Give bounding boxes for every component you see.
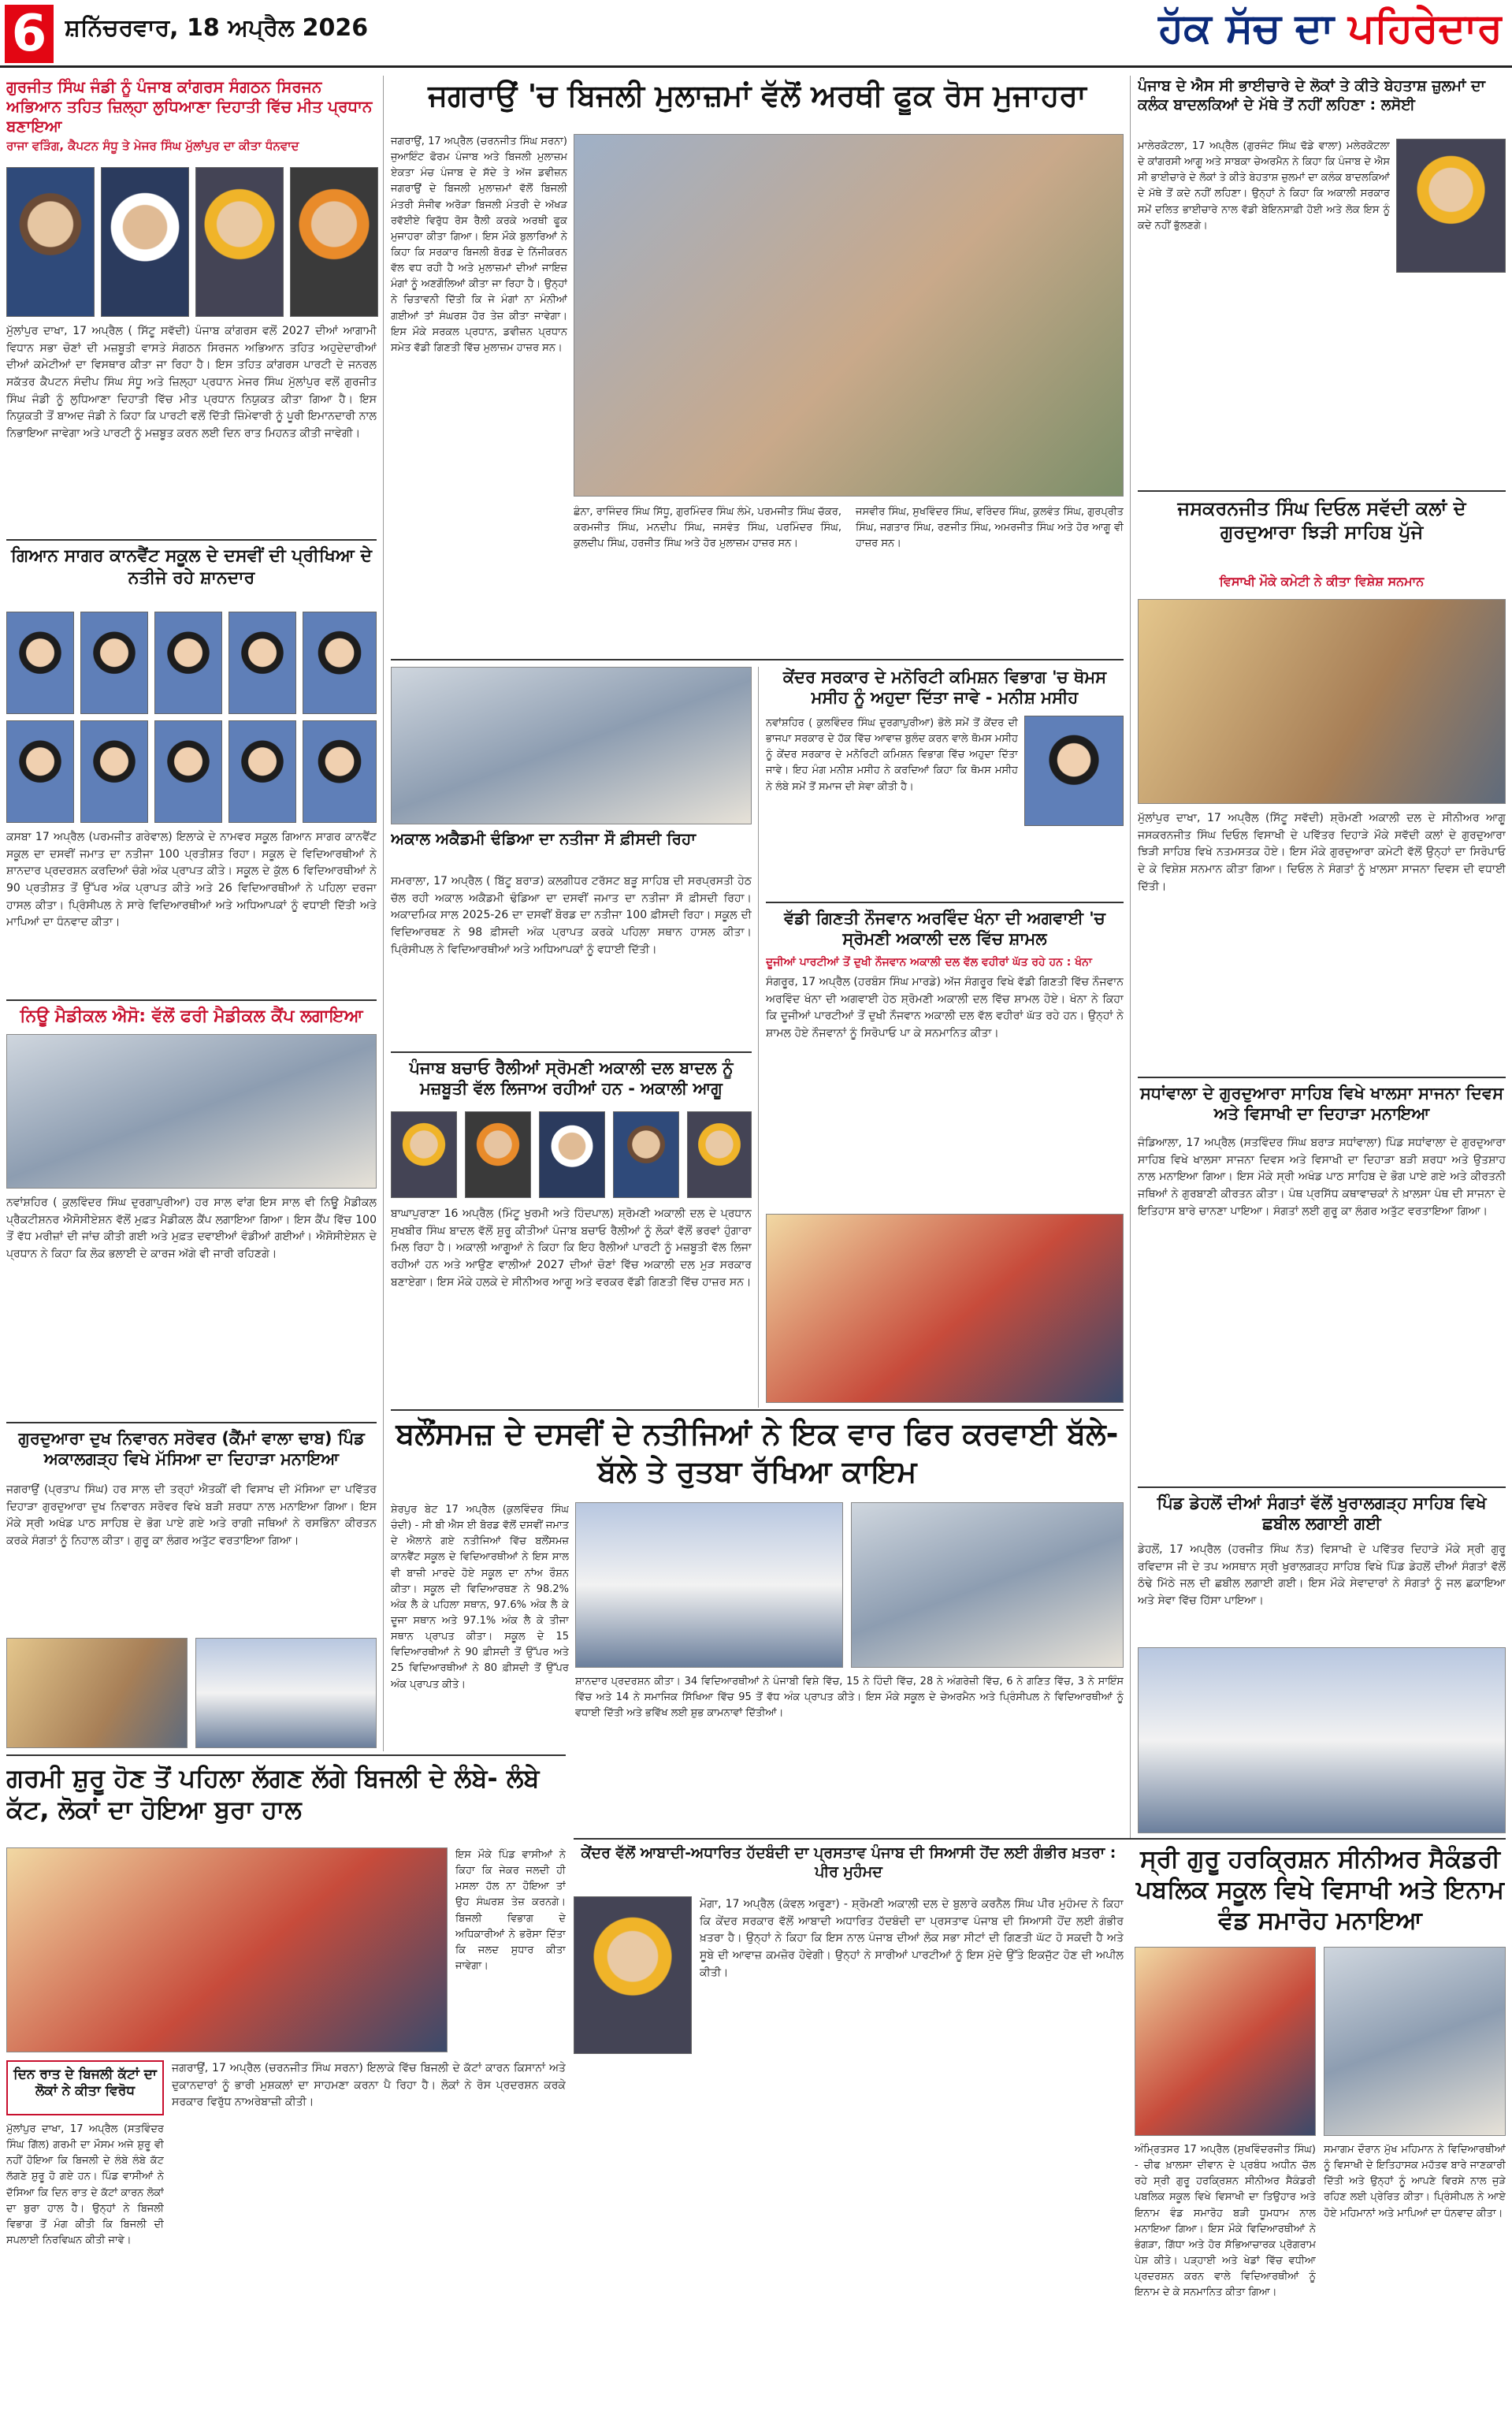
photo-student-8 — [154, 720, 222, 823]
story-school-body2: ਸਮਾਗਮ ਦੌਰਾਨ ਮੁੱਖ ਮਹਿਮਾਨ ਨੇ ਵਿਦਿਆਰਥੀਆਂ ਨੂੰ ਵਿਸਾਖੀ ਦੇ ਇਤਿਹਾਸਕ ਮਹੱਤਵ ਬਾਰੇ ਜਾਣਕਾਰੀ ਦਿੱਤੀ ਅਤੇ ਉਨ੍ਹਾਂ ਨੂੰ ਆਪਣੇ ਵਿਰਸੇ ਨਾਲ ਜੁੜੇ ਰਹਿਣ ਲਈ ਪ੍ਰੇਰਿਤ ਕੀਤਾ। ਪ੍ਰਿੰਸੀਪਲ ਨੇ ਆਏ ਹੋਏ ਮਹਿਮਾਨਾਂ ਅਤੇ ਮਾਪਿਆਂ ਦਾ ਧੰਨਵਾਦ ਕੀਤਾ। — [1324, 2144, 1506, 2219]
story-chhabeel-body: ਡੇਹਲੋਂ, 17 ਅਪ੍ਰੈਲ (ਹਰਜੀਤ ਸਿੰਘ ਨੱਤ) ਵਿਸਾਖੀ ਦੇ ਪਵਿੱਤਰ ਦਿਹਾੜੇ ਮੌਕੇ ਸ੍ਰੀ ਗੁਰੂ ਰਵਿਦਾਸ ਜੀ ਦੇ ਤਪ ਅਸਥਾਨ ਸ੍ਰੀ ਖੁਰਾਲਗੜ੍ਹ ਸਾਹਿਬ ਵਿਖੇ ਪਿੰਡ ਡੇਹਲੋਂ ਦੀਆਂ ਸੰਗਤਾਂ ਵੱਲੋਂ ਠੰਢੇ ਮਿੱਠੇ ਜਲ ਦੀ ਛਬੀਲ ਲਗਾਈ ਗਈ। ਇਸ ਮੌਕੇ ਸੇਵਾਦਾਰਾਂ ਨੇ ਸੰਗਤਾਂ ਨੂੰ ਜਲ ਛਕਾਇਆ ਅਤੇ ਸੇਵਾ ਵਿੱਚ ਹਿੱਸਾ ਪਾਇਆ। — [1138, 1543, 1506, 1608]
blossoms-body: ਸ਼ੇਰਪੁਰ ਬੇਟ 17 ਅਪ੍ਰੈਲ (ਕੁਲਵਿੰਦਰ ਸਿੰਘ ਚੰਦੀ) - ਸੀ ਬੀ ਐਸ ਈ ਬੋਰਡ ਵੱਲੋਂ ਦਸਵੀਂ ਜਮਾਤ ਦੇ ਐਲਾਨੇ ਗਏ ਨਤੀਜਿਆਂ ਵਿੱਚ ਬਲੌਂਸਮਜ਼ ਕਾਨਵੈਂਟ ਸਕੂਲ ਦੇ ਵਿਦਿਆਰਥੀਆਂ ਨੇ ਇਸ ਸਾਲ ਵੀ ਬਾਜ਼ੀ ਮਾਰਦੇ ਹੋਏ ਸਕੂਲ ਦਾ ਨਾਂਅ ਰੌਸ਼ਨ ਕੀਤਾ। ਸਕੂਲ ਦੀ ਵਿਦਿਆਰਥਣ ਨੇ 98.2% ਅੰਕ ਲੈ ਕੇ ਪਹਿਲਾ ਸਥਾਨ, 97.6% ਅੰਕ ਲੈ ਕੇ ਦੂਜਾ ਸਥਾਨ ਅਤੇ 97.1% ਅੰਕ ਲੈ ਕੇ ਤੀਜਾ ਸਥਾਨ ਪ੍ਰਾਪਤ ਕੀਤਾ। ਸਕੂਲ ਦੇ 15 ਵਿਦਿਆਰਥੀਆਂ ਨੇ 90 ਫ਼ੀਸਦੀ ਤੋਂ ਉੱਪਰ ਅਤੇ 25 ਵਿਦਿਆਰਥੀਆਂ ਨੇ 80 ਫ਼ੀਸਦੀ ਤੋਂ ਉੱਪਰ ਅੰਕ ਪ੍ਰਾਪਤ ਕੀਤੇ। — [391, 1504, 569, 1691]
photo-student-7 — [80, 720, 148, 823]
column-rule — [383, 76, 384, 1751]
main-story-body: ਜਗਰਾਉਂ, 17 ਅਪ੍ਰੈਲ (ਚਰਨਜੀਤ ਸਿੰਘ ਸਰਨਾ) ਜੁਆਇੰਟ ਫੋਰਮ ਪੰਜਾਬ ਅਤੇ ਬਿਜਲੀ ਮੁਲਾਜ਼ਮ ਏਕਤਾ ਮੰਚ ਪੰਜਾਬ ਦੇ ਸੱਦੇ ਤੇ ਅੱਜ ਡਵੀਜ਼ਨ ਜਗਰਾਉਂ ਦੇ ਬਿਜਲੀ ਮੁਲਾਜ਼ਮਾਂ ਵੱਲੋਂ ਬਿਜਲੀ ਮੰਤਰੀ ਸੰਜੀਵ ਅਰੋੜਾ ਬਿਜਲੀ ਮੰਤਰੀ ਦੇ ਅੱਖੜ ਰਵੱਈਏ ਵਿਰੁੱਧ ਰੋਸ ਰੈਲੀ ਕਰਕੇ ਅਰਥੀ ਫੂਕ ਮੁਜਾਹਰਾ ਕੀਤਾ ਗਿਆ। ਇਸ ਮੌਕੇ ਬੁਲਾਰਿਆਂ ਨੇ ਕਿਹਾ ਕਿ ਸਰਕਾਰ ਬਿਜਲੀ ਬੋਰਡ ਦੇ ਨਿੱਜੀਕਰਨ ਵੱਲ ਵਧ ਰਹੀ ਹੈ ਅਤੇ ਮੁਲਾਜ਼ਮਾਂ ਦੀਆਂ ਜਾਇਜ਼ ਮੰਗਾਂ ਨੂੰ ਅਣਗੌਲਿਆਂ ਕੀਤਾ ਜਾ ਰਿਹਾ ਹੈ। ਉਨ੍ਹਾਂ ਨੇ ਚਿਤਾਵਨੀ ਦਿੱਤੀ ਕਿ ਜੇ ਮੰਗਾਂ ਨਾ ਮੰਨੀਆਂ ਗਈਆਂ ਤਾਂ ਸੰਘਰਸ਼ ਹੋਰ ਤੇਜ਼ ਕੀਤਾ ਜਾਵੇਗਾ। ਇਸ ਮੌਕੇ ਸਰਕਲ ਪ੍ਰਧਾਨ, ਡਵੀਜ਼ਨ ਪ੍ਰਧਾਨ ਸਮੇਤ ਵੱਡੀ ਗਿਣਤੀ ਵਿੱਚ ਮੁਲਾਜ਼ਮ ਹਾਜ਼ਰ ਸਨ। — [391, 136, 567, 354]
photo-student-4 — [228, 612, 296, 714]
photo-electricity-protest — [574, 134, 1124, 497]
photo-student-10 — [303, 720, 377, 823]
brand-part1: ਹੱਕ ਸੱਚ ਦਾ — [1158, 5, 1334, 52]
main-story-caption-right: ਜਸਵੀਰ ਸਿੰਘ, ਸੁਖਵਿੰਦਰ ਸਿੰਘ, ਵਰਿੰਦਰ ਸਿੰਘ, ਕੁਲਵੰਤ ਸਿੰਘ, ਗੁਰਪ੍ਰੀਤ ਸਿੰਘ, ਜਗਤਾਰ ਸਿੰਘ, ਰਣਜੀਤ ਸਿੰਘ, ਅਮਰਜੀਤ ਸਿੰਘ ਅਤੇ ਹੋਰ ਆਗੂ ਵੀ ਹਾਜ਼ਰ ਸਨ। — [856, 506, 1124, 550]
delimitation-body: ਮੋਗਾ, 17 ਅਪ੍ਰੈਲ (ਕੰਵਲ ਅਰੂਣਾ) - ਸ਼੍ਰੋਮਣੀ ਅਕਾਲੀ ਦਲ ਦੇ ਬੁਲਾਰੇ ਕਰਨੈਲ ਸਿੰਘ ਪੀਰ ਮੁਹੰਮਦ ਨੇ ਕਿਹਾ ਕਿ ਕੇਂਦਰ ਸਰਕਾਰ ਵੱਲੋਂ ਆਬਾਦੀ ਅਧਾਰਿਤ ਹੱਦਬੰਦੀ ਦਾ ਪ੍ਰਸਤਾਵ ਪੰਜਾਬ ਦੀ ਸਿਆਸੀ ਹੋਂਦ ਲਈ ਗੰਭੀਰ ਖ਼ਤਰਾ ਹੈ। ਉਨ੍ਹਾਂ ਨੇ ਕਿਹਾ ਕਿ ਇਸ ਨਾਲ ਪੰਜਾਬ ਦੀਆਂ ਲੋਕ ਸਭਾ ਸੀਟਾਂ ਦੀ ਗਿਣਤੀ ਘੱਟ ਹੋ ਸਕਦੀ ਹੈ ਅਤੇ ਸੂਬੇ ਦੀ ਆਵਾਜ਼ ਕਮਜ਼ੋਰ ਹੋਵੇਗੀ। ਉਨ੍ਹਾਂ ਨੇ ਸਾਰੀਆਂ ਪਾਰਟੀਆਂ ਨੂੰ ਇਸ ਮੁੱਦੇ ਉੱਤੇ ਇਕਜੁੱਟ ਹੋਣ ਦੀ ਅਪੀਲ ਕੀਤੀ। — [700, 1898, 1124, 1979]
divider — [1138, 490, 1506, 492]
photo-student-2 — [80, 612, 148, 714]
story4-headline: ਗੁਰਦੁਆਰਾ ਦੁਖ ਨਿਵਾਰਨ ਸਰੋਵਰ (ਕੈਂਮਾਂ ਵਾਲਾ ਢਾਬ) ਪਿੰਡ ਅਕਾਲਗੜ੍ਹ ਵਿਖੇ ਮੱਸਿਆ ਦਾ ਦਿਹਾੜਾ ਮਨਾਇਆ — [18, 1429, 365, 1469]
story5-body: ਮੁੱਲਾਂਪੁਰ ਦਾਖਾ, 17 ਅਪ੍ਰੈਲ (ਸਤਵਿੰਦਰ ਸਿੰਘ ਗਿੱਲ) ਗਰਮੀ ਦਾ ਮੌਸਮ ਅਜੇ ਸ਼ੁਰੂ ਵੀ ਨਹੀਂ ਹੋਇਆ ਕਿ ਬਿਜਲੀ ਦੇ ਲੰਬੇ ਲੰਬੇ ਕੱਟ ਲੱਗਣੇ ਸ਼ੁਰੂ ਹੋ ਗਏ ਹਨ। ਪਿੰਡ ਵਾਸੀਆਂ ਨੇ ਦੱਸਿਆ ਕਿ ਦਿਨ ਰਾਤ ਦੇ ਕੱਟਾਂ ਕਾਰਨ ਲੋਕਾਂ ਦਾ ਬੁਰਾ ਹਾਲ ਹੈ। ਉਨ੍ਹਾਂ ਨੇ ਬਿਜਲੀ ਵਿਭਾਗ ਤੋਂ ਮੰਗ ਕੀਤੀ ਕਿ ਬਿਜਲੀ ਦੀ ਸਪਲਾਈ ਨਿਰਵਿਘਨ ਕੀਤੀ ਜਾਵੇ। — [6, 2123, 164, 2246]
story-minority-headline: ਕੇਂਦਰ ਸਰਕਾਰ ਦੇ ਮਨੋਰਿਟੀ ਕਮਿਸ਼ਨ ਵਿਭਾਗ 'ਚ ਥੋਮਸ ਮਸੀਹ ਨੂੰ ਅਹੁਦਾ ਦਿੱਤਾ ਜਾਵੇ - ਮਨੀਸ਼ ਮਸੀਹ — [782, 668, 1107, 708]
blossoms-body2: ਸ਼ਾਨਦਾਰ ਪ੍ਰਦਰਸ਼ਨ ਕੀਤਾ। 34 ਵਿਦਿਆਰਥੀਆਂ ਨੇ ਪੰਜਾਬੀ ਵਿਸ਼ੇ ਵਿੱਚ, 15 ਨੇ ਹਿੰਦੀ ਵਿੱਚ, 28 ਨੇ ਅੰਗਰੇਜ਼ੀ ਵਿੱਚ, 6 ਨੇ ਗਣਿਤ ਵਿੱਚ, 3 ਨੇ ਸਾਇੰਸ ਵਿੱਚ ਅਤੇ 14 ਨੇ ਸਮਾਜਿਕ ਸਿੱਖਿਆ ਵਿੱਚ 95 ਤੋਂ ਵੱਧ ਅੰਕ ਪ੍ਰਾਪਤ ਕੀਤੇ। ਇਸ ਮੌਕੇ ਸਕੂਲ ਦੇ ਚੇਅਰਮੈਨ ਅਤੇ ਪ੍ਰਿੰਸੀਪਲ ਨੇ ਵਿਦਿਆਰਥੀਆਂ ਨੂੰ ਵਧਾਈ ਦਿੱਤੀ ਅਤੇ ਭਵਿੱਖ ਲਈ ਸ਼ੁਭ ਕਾਮਨਾਵਾਂ ਦਿੱਤੀਆਂ। — [575, 1676, 1124, 1720]
divider — [766, 902, 1124, 903]
photo-chhabeel — [1138, 1647, 1506, 1833]
divider — [1138, 1077, 1506, 1078]
brand-part2: ਪਹਿਰੇਦਾਰ — [1348, 5, 1503, 52]
column-rule — [1130, 76, 1131, 1838]
photo-gurdwara-left — [6, 1638, 188, 1748]
divider — [391, 659, 1124, 660]
story-sadhanwala-headline: ਸਧਾਂਵਾਲਾ ਦੇ ਗੁਰਦੁਆਰਾ ਸਾਹਿਬ ਵਿਖੇ ਖਾਲਸਾ ਸਾਜਨਾ ਦਿਵਸ ਅਤੇ ਵਿਸਾਖੀ ਦਾ ਦਿਹਾੜਾ ਮਨਾਇਆ — [1139, 1084, 1504, 1124]
story-sadhanwala-body: ਜੰਡਿਆਲਾ, 17 ਅਪ੍ਰੈਲ (ਸਤਵਿੰਦਰ ਸਿੰਘ ਬਰਾੜ ਸਧਾਂਵਾਲਾ) ਪਿੰਡ ਸਧਾਂਵਾਲਾ ਦੇ ਗੁਰਦੁਆਰਾ ਸਾਹਿਬ ਵਿਖੇ ਖਾਲਸਾ ਸਾਜਨਾ ਦਿਵਸ ਅਤੇ ਵਿਸਾਖੀ ਦਾ ਦਿਹਾੜਾ ਬੜੀ ਸ਼ਰਧਾ ਅਤੇ ਉਤਸ਼ਾਹ ਨਾਲ ਮਨਾਇਆ ਗਿਆ। ਇਸ ਮੌਕੇ ਸ੍ਰੀ ਅਖੰਡ ਪਾਠ ਸਾਹਿਬ ਦੇ ਭੋਗ ਪਾਏ ਗਏ ਅਤੇ ਕੀਰਤਨੀ ਜਥਿਆਂ ਨੇ ਗੁਰਬਾਣੀ ਕੀਰਤਨ ਕੀਤਾ। ਪੰਥ ਪ੍ਰਸਿੱਧ ਕਥਾਵਾਚਕਾਂ ਨੇ ਖ਼ਾਲਸਾ ਪੰਥ ਦੀ ਸਾਜਨਾ ਦੇ ਇਤਿਹਾਸ ਬਾਰੇ ਚਾਨਣਾ ਪਾਇਆ। ਸੰਗਤਾਂ ਲਈ ਗੁਰੂ ਕਾ ਲੰਗਰ ਅਤੁੱਟ ਵਰਤਾਇਆ ਗਿਆ। — [1138, 1137, 1506, 1218]
divider — [391, 1051, 752, 1053]
divider — [936, 1838, 1506, 1840]
story-youth-body: ਸੰਗਰੂਰ, 17 ਅਪ੍ਰੈਲ (ਹਰਬੰਸ ਸਿੰਘ ਮਾਰਡੇ) ਅੱਜ ਸੰਗਰੂਰ ਵਿਖੇ ਵੱਡੀ ਗਿਣਤੀ ਵਿੱਚ ਨੌਜਵਾਨ ਅਰਵਿੰਦ ਖੰਨਾ ਦੀ ਅਗਵਾਈ ਹੇਠ ਸ਼੍ਰੋਮਣੀ ਅਕਾਲੀ ਦਲ ਵਿੱਚ ਸ਼ਾਮਲ ਹੋਏ। ਖੰਨਾ ਨੇ ਕਿਹਾ ਕਿ ਦੂਜੀਆਂ ਪਾਰਟੀਆਂ ਤੋਂ ਦੁਖੀ ਨੌਜਵਾਨ ਅਕਾਲੀ ਦਲ ਵੱਲ ਵਹੀਰਾਂ ਘੱਤ ਰਹੇ ਹਨ। ਉਨ੍ਹਾਂ ਨੇ ਸ਼ਾਮਲ ਹੋਏ ਨੌਜਵਾਨਾਂ ਨੂੰ ਸਿਰੋਪਾਓ ਪਾ ਕੇ ਸਨਮਾਨਿਤ ਕੀਤਾ। — [766, 976, 1124, 1040]
newspaper-logo — [1093, 5, 1503, 65]
story-minority-body: ਨਵਾਂਸ਼ਹਿਰ ( ਕੁਲਵਿੰਦਰ ਸਿੰਘ ਦੁਰਗਾਪੁਰੀਆ) ਭੋਲੇ ਸਮੇਂ ਤੋਂ ਕੇਂਦਰ ਦੀ ਭਾਜਪਾ ਸਰਕਾਰ ਦੇ ਹੱਕ ਵਿੱਚ ਆਵਾਜ਼ ਬੁਲੰਦ ਕਰਨ ਵਾਲੇ ਥੋਮਸ ਮਸੀਹ ਨੂੰ ਕੇਂਦਰ ਸਰਕਾਰ ਦੇ ਮਨੋਰਿਟੀ ਕਮਿਸ਼ਨ ਵਿਭਾਗ ਵਿੱਚ ਅਹੁਦਾ ਦਿੱਤਾ ਜਾਵੇ। ਇਹ ਮੰਗ ਮਨੀਸ਼ ਮਸੀਹ ਨੇ ਕਰਦਿਆਂ ਕਿਹਾ ਕਿ ਥੋਮਸ ਮਸੀਹ ਨੇ ਲੰਬੇ ਸਮੇਂ ਤੋਂ ਸਮਾਜ ਦੀ ਸੇਵਾ ਕੀਤੀ ਹੈ। — [766, 717, 1018, 793]
story5-boxed-title: ਦਿਨ ਰਾਤ ਦੇ ਬਿਜਲੀ ਕੱਟਾਂ ਦਾ ਲੋਕਾਂ ਨੇ ਕੀਤਾ ਵਿਰੋਧ — [6, 2060, 164, 2115]
photo-gurdwara-jhiri-sahib — [1138, 599, 1506, 804]
story1-subheadline: ਰਾਜਾ ਵੜਿੰਗ, ਕੈਪਟਨ ਸੰਧੂ ਤੇ ਮੇਜਰ ਸਿੰਘ ਮੁੱਲਾਂਪੁਰ ਦਾ ਕੀਤਾ ਧੰਨਵਾਦ — [6, 139, 299, 153]
story5-headline: ਗਰਮੀ ਸ਼ੁਰੂ ਹੋਣ ਤੋਂ ਪਹਿਲਾ ਲੱਗਣ ਲੱਗੇ ਬਿਜਲੀ ਦੇ ਲੰਬੇ- ਲੰਬੇ ਕੱਟ, ਲੋਕਾਂ ਦਾ ਹੋਇਆ ਬੁਰਾ ਹਾਲ — [6, 1763, 540, 1825]
photo-youth-joining — [766, 1214, 1124, 1403]
story2-headline: ਗਿਆਨ ਸਾਗਰ ਕਾਨਵੈਂਟ ਸਕੂਲ ਦੇ ਦਸਵੀਂ ਦੀ ਪ੍ਰੀਖਿਆ ਦੇ ਨਤੀਜੇ ਰਹੇ ਸ਼ਾਨਦਾਰ — [10, 546, 373, 588]
story2-body: ਕਸਬਾ 17 ਅਪ੍ਰੈਲ (ਪਰਮਜੀਤ ਗਰੇਵਾਲ) ਇਲਾਕੇ ਦੇ ਨਾਮਵਰ ਸਕੂਲ ਗਿਆਨ ਸਾਗਰ ਕਾਨਵੈਂਟ ਸਕੂਲ ਦਾ ਦਸਵੀਂ ਜਮਾਤ ਦਾ ਨਤੀਜਾ 100 ਪ੍ਰਤੀਸ਼ਤ ਰਿਹਾ। ਸਕੂਲ ਦੇ ਵਿਦਿਆਰਥੀਆਂ ਨੇ ਸ਼ਾਨਦਾਰ ਪ੍ਰਦਰਸ਼ਨ ਕਰਦਿਆਂ ਚੰਗੇ ਅੰਕ ਪ੍ਰਾਪਤ ਕੀਤੇ। ਸਕੂਲ ਦੇ ਕੁੱਲ 6 ਵਿਦਿਆਰਥੀਆਂ ਨੇ 90 ਪ੍ਰਤੀਸ਼ਤ ਤੋਂ ਉੱਪਰ ਅੰਕ ਪ੍ਰਾਪਤ ਕੀਤੇ ਅਤੇ 26 ਵਿਦਿਆਰਥੀਆਂ ਨੇ ਪਹਿਲਾ ਦਰਜਾ ਹਾਸਲ ਕੀਤਾ। ਪ੍ਰਿੰਸੀਪਲ ਨੇ ਸਾਰੇ ਵਿਦਿਆਰਥੀਆਂ ਅਤੇ ਅਧਿਆਪਕਾਂ ਨੂੰ ਵਧਾਈ ਦਿੱਤੀ ਅਤੇ ਮਾਪਿਆਂ ਦਾ ਧੰਨਵਾਦ ਕੀਤਾ। — [6, 831, 377, 929]
photo-leader-5 — [687, 1111, 752, 1198]
photo-school-2 — [1324, 1947, 1506, 2136]
story1-body: ਮੁੱਲਾਂਪੁਰ ਦਾਖਾ, 17 ਅਪ੍ਰੈਲ ( ਸਿੱਟੂ ਸਵੱਦੀ) ਪੰਜਾਬ ਕਾਂਗਰਸ ਵਲੋਂ 2027 ਦੀਆਂ ਆਗਾਮੀ ਵਿਧਾਨ ਸਭਾ ਚੋਣਾਂ ਦੀ ਮਜ਼ਬੂਤੀ ਵਾਸਤੇ ਸੰਗਠਨ ਸਿਰਜਨ ਅਭਿਆਨ ਤਹਿਤ ਅਹੁਦੇਦਾਰੀਆਂ ਦੀਆਂ ਕਮੇਟੀਆਂ ਦਾ ਵਿਸਥਾਰ ਕੀਤਾ ਜਾ ਰਿਹਾ ਹੈ। ਇਸ ਤਹਿਤ ਕਾਂਗਰਸ ਪਾਰਟੀ ਦੇ ਜਨਰਲ ਸਕੱਤਰ ਕੈਪਟਨ ਸੰਦੀਪ ਸਿੰਘ ਸੰਧੂ ਅਤੇ ਜ਼ਿਲ੍ਹਾ ਪ੍ਰਧਾਨ ਮੇਜਰ ਸਿੰਘ ਮੁੱਲਾਂਪੁਰ ਵਲੋਂ ਗੁਰਜੀਤ ਸਿੰਘ ਜੰਡੀ ਨੂੰ ਲੁਧਿਆਣਾ ਦਿਹਾਤੀ ਵਿੱਚ ਮੀਤ ਪ੍ਰਧਾਨ ਨਿਯੁਕਤ ਕੀਤਾ ਗਿਆ ਹੈ। ਇਸ ਨਿਯੁਕਤੀ ਤੋਂ ਬਾਅਦ ਜੰਡੀ ਨੇ ਕਿਹਾ ਕਿ ਪਾਰਟੀ ਵਲੋਂ ਦਿੱਤੀ ਜ਼ਿੰਮੇਵਾਰੀ ਨੂੰ ਪੂਰੀ ਇਮਾਨਦਾਰੀ ਨਾਲ ਨਿਭਾਇਆ ਜਾਵੇਗਾ ਅਤੇ ਪਾਰਟੀ ਨੂੰ ਮਜ਼ਬੂਤ ਕਰਨ ਲਈ ਦਿਨ ਰਾਤ ਮਿਹਨਤ ਕੀਤੀ ਜਾਵੇਗੀ। — [6, 325, 377, 441]
photo-portrait-2 — [101, 167, 189, 317]
story-deol-subheadline: ਵਿਸਾਖੀ ਮੌਕੇ ਕਮੇਟੀ ਨੇ ਕੀਤਾ ਵਿਸ਼ੇਸ਼ ਸਨਮਾਨ — [1219, 574, 1425, 589]
photo-leader-2 — [465, 1111, 531, 1198]
story-rally-headline: ਪੰਜਾਬ ਬਚਾਓ ਰੈਲੀਆਂ ਸ੍ਰੋਮਣੀ ਅਕਾਲੀ ਦਲ ਬਾਦਲ ਨੂੰ ਮਜ਼ਬੂਤੀ ਵੱਲ ਲਿਜਾਅ ਰਹੀਆਂ ਹਨ - ਅਕਾਲੀ ਆਗੂ — [409, 1059, 734, 1099]
story-youth-headline: ਵੱਡੀ ਗਿਣਤੀ ਨੌਜਵਾਨ ਅਰਵਿੰਦ ਖੰਨਾ ਦੀ ਅਗਵਾਈ 'ਚ ਸ੍ਰੋਮਣੀ ਅਕਾਲੀ ਦਲ ਵਿੱਚ ਸ਼ਾਮਲ — [784, 909, 1105, 949]
photo-leader-3 — [539, 1111, 605, 1198]
story-school-body: ਅੰਮ੍ਰਿਤਸਰ 17 ਅਪ੍ਰੈਲ (ਸੁਖਵਿੰਦਰਜੀਤ ਸਿੰਘ) - ਚੀਫ ਖ਼ਾਲਸਾ ਦੀਵਾਨ ਦੇ ਪ੍ਰਬੰਧ ਅਧੀਨ ਚੱਲ ਰਹੇ ਸ੍ਰੀ ਗੁਰੂ ਹਰਕ੍ਰਿਸ਼ਨ ਸੀਨੀਅਰ ਸੈਕੰਡਰੀ ਪਬਲਿਕ ਸਕੂਲ ਵਿਖੇ ਵਿਸਾਖੀ ਦਾ ਤਿਉਹਾਰ ਅਤੇ ਇਨਾਮ ਵੰਡ ਸਮਾਰੋਹ ਬੜੀ ਧੂਮਧਾਮ ਨਾਲ ਮਨਾਇਆ ਗਿਆ। ਇਸ ਮੌਕੇ ਵਿਦਿਆਰਥੀਆਂ ਨੇ ਭੰਗੜਾ, ਗਿੱਧਾ ਅਤੇ ਹੋਰ ਸੱਭਿਆਚਾਰਕ ਪ੍ਰੋਗਰਾਮ ਪੇਸ਼ ਕੀਤੇ। ਪੜ੍ਹਾਈ ਅਤੇ ਖੇਡਾਂ ਵਿੱਚ ਵਧੀਆ ਪ੍ਰਦਰਸ਼ਨ ਕਰਨ ਵਾਲੇ ਵਿਦਿਆਰਥੀਆਂ ਨੂੰ ਇਨਾਮ ਦੇ ਕੇ ਸਨਮਾਨਿਤ ਕੀਤਾ ਗਿਆ। — [1135, 2144, 1316, 2299]
story-deol-body: ਮੁੱਲਾਂਪੁਰ ਦਾਖਾ, 17 ਅਪ੍ਰੈਲ (ਸਿੱਟੂ ਸਵੱਦੀ) ਸ਼੍ਰੋਮਣੀ ਅਕਾਲੀ ਦਲ ਦੇ ਸੀਨੀਅਰ ਆਗੂ ਜਸਕਰਨਜੀਤ ਸਿੰਘ ਦਿਓਲ ਵਿਸਾਖੀ ਦੇ ਪਵਿੱਤਰ ਦਿਹਾੜੇ ਮੌਕੇ ਸਵੱਦੀ ਕਲਾਂ ਦੇ ਗੁਰਦੁਆਰਾ ਝਿੜੀ ਸਾਹਿਬ ਵਿਖੇ ਨਤਮਸਤਕ ਹੋਏ। ਇਸ ਮੌਕੇ ਗੁਰਦੁਆਰਾ ਕਮੇਟੀ ਵੱਲੋਂ ਉਨ੍ਹਾਂ ਦਾ ਸਿਰੋਪਾਓ ਦੇ ਕੇ ਵਿਸ਼ੇਸ਼ ਸਨਮਾਨ ਕੀਤਾ ਗਿਆ। ਦਿਓਲ ਨੇ ਸੰਗਤਾਂ ਨੂੰ ਖ਼ਾਲਸਾ ਸਾਜਨਾ ਦਿਵਸ ਦੀ ਵਧਾਈ ਦਿੱਤੀ। — [1138, 812, 1506, 893]
story-youth-subheadline: ਦੂਜੀਆਂ ਪਾਰਟੀਆਂ ਤੋਂ ਦੁਖੀ ਨੌਜਵਾਨ ਅਕਾਲੀ ਦਲ ਵੱਲ ਵਹੀਰਾਂ ਘੱਤ ਰਹੇ ਹਨ : ਖੰਨਾ — [766, 956, 1092, 969]
column-rule — [758, 667, 759, 1408]
story-akal-body: ਸਮਰਾਲਾ, 17 ਅਪ੍ਰੈਲ ( ਬਿੱਟੂ ਬਰਾੜ) ਕਲਗੀਧਰ ਟਰੱਸਟ ਬੜੂ ਸਾਹਿਬ ਦੀ ਸਰਪ੍ਰਸਤੀ ਹੇਠ ਚੱਲ ਰਹੀ ਅਕਾਲ ਅਕੈਡਮੀ ਢੰਡਿਆ ਦਾ ਦਸਵੀਂ ਜਮਾਤ ਦਾ ਨਤੀਜਾ ਸੌ ਫ਼ੀਸਦੀ ਰਿਹਾ। ਅਕਾਦਮਿਕ ਸਾਲ 2025-26 ਦਾ ਦਸਵੀਂ ਬੋਰਡ ਦਾ ਨਤੀਜਾ 100 ਫ਼ੀਸਦੀ ਰਿਹਾ। ਸਕੂਲ ਦੀ ਵਿਦਿਆਰਥਣ ਨੇ 98 ਫ਼ੀਸਦੀ ਅੰਕ ਪ੍ਰਾਪਤ ਕਰਕੇ ਪਹਿਲਾ ਸਥਾਨ ਹਾਸਲ ਕੀਤਾ। ਪ੍ਰਿੰਸੀਪਲ ਨੇ ਵਿਦਿਆਰਥੀਆਂ ਅਤੇ ਅਧਿਆਪਕਾਂ ਨੂੰ ਵਧਾਈ ਦਿੱਤੀ। — [391, 875, 752, 956]
photo-student-1 — [6, 612, 74, 714]
story-sc-body: ਮਾਲੇਰਕੋਟਲਾ, 17 ਅਪ੍ਰੈਲ (ਗੁਰਜੰਟ ਸਿੰਘ ਢੱਡੇ ਵਾਲਾ) ਮਲੇਰਕੋਟਲਾ ਦੇ ਕਾਂਗਰਸੀ ਆਗੂ ਅਤੇ ਸਾਬਕਾ ਚੇਅਰਮੈਨ ਨੇ ਕਿਹਾ ਕਿ ਪੰਜਾਬ ਦੇ ਐਸ ਸੀ ਭਾਈਚਾਰੇ ਦੇ ਲੋਕਾਂ ਤੇ ਕੀਤੇ ਬੇਹਤਾਸ਼ ਜ਼ੁਲਮਾਂ ਦਾ ਕਲੰਕ ਬਾਦਲਕਿਆਂ ਦੇ ਮੱਥੇ ਤੋਂ ਕਦੇ ਨਹੀਂ ਲਹਿਣਾ। ਉਨ੍ਹਾਂ ਨੇ ਕਿਹਾ ਕਿ ਅਕਾਲੀ ਸਰਕਾਰ ਸਮੇਂ ਦਲਿਤ ਭਾਈਚਾਰੇ ਨਾਲ ਵੱਡੀ ਬੇਇਨਸਾਫ਼ੀ ਹੋਈ ਅਤੇ ਲੋਕ ਇਸ ਨੂੰ ਕਦੇ ਨਹੀਂ ਭੁੱਲਣਗੇ। — [1138, 140, 1390, 232]
delimitation-headline: ਕੇਂਦਰ ਵੱਲੋਂ ਆਬਾਦੀ-ਅਧਾਰਿਤ ਹੱਦਬੰਦੀ ਦਾ ਪ੍ਰਸਤਾਵ ਪੰਜਾਬ ਦੀ ਸਿਆਸੀ ਹੋਂਦ ਲਈ ਗੰਭੀਰ ਖ਼ਤਰਾ : ਪੀਰ ਮੁਹੰਮਦ — [581, 1844, 1116, 1881]
blossoms-headline: ਬਲੌਂਸਮਜ਼ ਦੇ ਦਸਵੀਂ ਦੇ ਨਤੀਜਿਆਂ ਨੇ ਇਕ ਵਾਰ ਫਿਰ ਕਰਵਾਈ ਬੱਲੇ-ਬੱਲੇ ਤੇ ਰੁਤਬਾ ਰੱਖਿਆ ਕਾਇਮ — [396, 1416, 1119, 1489]
story-deol-headline: ਜਸਕਰਨਜੀਤ ਸਿੰਘ ਦਿਓਲ ਸਵੱਦੀ ਕਲਾਂ ਦੇ ਗੁਰਦੁਆਰਾ ਝਿੜੀ ਸਾਹਿਬ ਪੁੱਜੇ — [1177, 497, 1466, 543]
masthead — [0, 0, 1512, 68]
story-sc-headline: ਪੰਜਾਬ ਦੇ ਐਸ ਸੀ ਭਾਈਚਾਰੇ ਦੇ ਲੋਕਾਂ ਤੇ ਕੀਤੇ ਬੇਹਤਾਸ਼ ਜ਼ੁਲਮਾਂ ਦਾ ਕਲੰਕ ਬਾਦਲਕਿਆਂ ਦੇ ਮੱਥੇ ਤੋਂ ਨਹੀਂ ਲਹਿਣਾ : ਲਸੋਈ — [1138, 77, 1485, 113]
photo-student-3 — [154, 612, 222, 714]
photo-blossoms-2 — [851, 1502, 1124, 1668]
photo-student-6 — [6, 720, 74, 823]
story5-body3: ਇਸ ਮੌਕੇ ਪਿੰਡ ਵਾਸੀਆਂ ਨੇ ਕਿਹਾ ਕਿ ਜੇਕਰ ਜਲਦੀ ਹੀ ਮਸਲਾ ਹੱਲ ਨਾ ਹੋਇਆ ਤਾਂ ਉਹ ਸੰਘਰਸ਼ ਤੇਜ਼ ਕਰਨਗੇ। ਬਿਜਲੀ ਵਿਭਾਗ ਦੇ ਅਧਿਕਾਰੀਆਂ ਨੇ ਭਰੋਸਾ ਦਿੱਤਾ ਕਿ ਜਲਦ ਸੁਧਾਰ ਕੀਤਾ ਜਾਵੇਗਾ। — [455, 1849, 566, 1972]
issue-date: ਸ਼ਨਿੱਚਰਵਾਰ, 18 ਅਪ੍ਰੈਲ 2026 — [65, 14, 369, 42]
photo-leader-1 — [391, 1111, 457, 1198]
divider — [1138, 1486, 1506, 1488]
page-number: 6 — [5, 5, 54, 63]
story-akal-headline: ਅਕਾਲ ਅਕੈਡਮੀ ਢੰਡਿਆ ਦਾ ਨਤੀਜਾ ਸੌ ਫ਼ੀਸਦੀ ਰਿਹਾ — [391, 829, 697, 848]
story-rally-body: ਬਾਘਾਪੁਰਾਣਾ 16 ਅਪ੍ਰੈਲ (ਮਿੰਟੂ ਖੁਰਮੀ ਅਤੇ ਹਿੰਦਪਾਲ) ਸ਼੍ਰੋਮਣੀ ਅਕਾਲੀ ਦਲ ਦੇ ਪ੍ਰਧਾਨ ਸੁਖਬੀਰ ਸਿੰਘ ਬਾਦਲ ਵੱਲੋਂ ਸ਼ੁਰੂ ਕੀਤੀਆਂ ਪੰਜਾਬ ਬਚਾਓ ਰੈਲੀਆਂ ਨੂੰ ਲੋਕਾਂ ਵੱਲੋਂ ਭਰਵਾਂ ਹੁੰਗਾਰਾ ਮਿਲ ਰਿਹਾ ਹੈ। ਅਕਾਲੀ ਆਗੂਆਂ ਨੇ ਕਿਹਾ ਕਿ ਇਹ ਰੈਲੀਆਂ ਪਾਰਟੀ ਨੂੰ ਮਜ਼ਬੂਤੀ ਵੱਲ ਲਿਜਾ ਰਹੀਆਂ ਹਨ ਅਤੇ ਆਉਣ ਵਾਲੀਆਂ 2027 ਦੀਆਂ ਚੋਣਾਂ ਵਿੱਚ ਅਕਾਲੀ ਦਲ ਮੁੜ ਸਰਕਾਰ ਬਣਾਏਗਾ। ਇਸ ਮੌਕੇ ਹਲਕੇ ਦੇ ਸੀਨੀਅਰ ਆਗੂ ਅਤੇ ਵਰਕਰ ਵੱਡੀ ਗਿਣਤੀ ਵਿੱਚ ਹਾਜ਼ਰ ਸਨ। — [391, 1207, 752, 1289]
main-headline: ਜਗਰਾਉਂ 'ਚ ਬਿਜਲੀ ਮੁਲਾਜ਼ਮਾਂ ਵੱਲੋਂ ਅਰਥੀ ਫੂਕ ਰੋਸ ਮੁਜਾਹਰਾ — [428, 78, 1087, 113]
photo-portrait-1 — [6, 167, 95, 317]
photo-akal-academy — [391, 667, 752, 824]
photo-manish-masih — [1024, 716, 1124, 826]
main-story-caption-left: ਛੰਨਾ, ਰਾਜਿੰਦਰ ਸਿੰਘ ਸਿੱਧੂ, ਗੁਰਮਿੰਦਰ ਸਿੰਘ ਲੰਮੇ, ਪਰਮਜੀਤ ਸਿੰਘ ਚੱਕਰ, ਕਰਮਜੀਤ ਸਿੰਘ, ਮਨਦੀਪ ਸਿੰਘ, ਜਸਵੰਤ ਸਿੰਘ, ਪਰਮਿੰਦਰ ਸਿੰਘ, ਕੁਲਦੀਪ ਸਿੰਘ, ਹਰਜੀਤ ਸਿੰਘ ਅਤੇ ਹੋਰ ਮੁਲਾਜ਼ਮ ਹਾਜ਼ਰ ਸਨ। — [574, 506, 841, 550]
photo-gurdwara-right — [195, 1638, 377, 1748]
story3-body: ਨਵਾਂਸ਼ਹਿਰ ( ਕੁਲਵਿੰਦਰ ਸਿੰਘ ਦੁਰਗਾਪੁਰੀਆ) ਹਰ ਸਾਲ ਵਾਂਗ ਇਸ ਸਾਲ ਵੀ ਨਿਊ ਮੈਡੀਕਲ ਪ੍ਰੈਕਟੀਸ਼ਨਰ ਐਸੋਸੀਏਸ਼ਨ ਵੱਲੋਂ ਮੁਫ਼ਤ ਮੈਡੀਕਲ ਕੈਂਪ ਲਗਾਇਆ ਗਿਆ। ਇਸ ਕੈਂਪ ਵਿੱਚ 100 ਤੋਂ ਵੱਧ ਮਰੀਜ਼ਾਂ ਦੀ ਜਾਂਚ ਕੀਤੀ ਗਈ ਅਤੇ ਮੁਫ਼ਤ ਦਵਾਈਆਂ ਵੰਡੀਆਂ ਗਈਆਂ। ਐਸੋਸੀਏਸ਼ਨ ਦੇ ਪ੍ਰਧਾਨ ਨੇ ਕਿਹਾ ਕਿ ਲੋਕ ਭਲਾਈ ਦੇ ਕਾਰਜ ਅੱਗੇ ਵੀ ਜਾਰੀ ਰਹਿਣਗੇ। — [6, 1196, 377, 1261]
divider — [6, 539, 377, 541]
photo-student-5 — [303, 612, 377, 714]
photo-peer-mohammad — [574, 1896, 692, 2054]
photo-portrait-3 — [195, 167, 284, 317]
story3-headline: ਨਿਊ ਮੈਡੀਕਲ ਐਸੋ: ਵੱਲੋਂ ਫਰੀ ਮੈਡੀਕਲ ਕੈਂਪ ਲਗਾਇਆ — [20, 1006, 363, 1026]
story-chhabeel-headline: ਪਿੰਡ ਡੇਹਲੋਂ ਦੀਆਂ ਸੰਗਤਾਂ ਵੱਲੋਂ ਖੁਰਾਲਗੜ੍ਹ ਸਾਹਿਬ ਵਿਖੇ ਛਬੀਲ ਲਗਾਈ ਗਈ — [1157, 1494, 1487, 1534]
photo-power-cut-protest — [6, 1847, 448, 2052]
photo-portrait-4 — [290, 167, 378, 317]
photo-lasoi — [1396, 139, 1506, 273]
photo-school-1 — [1135, 1947, 1316, 2136]
divider — [6, 999, 377, 1001]
photo-blossoms-1 — [575, 1502, 843, 1668]
photo-leader-4 — [613, 1111, 679, 1198]
photo-student-9 — [228, 720, 296, 823]
divider — [6, 1422, 377, 1423]
story5-body2: ਜਗਰਾਉਂ, 17 ਅਪ੍ਰੈਲ (ਚਰਨਜੀਤ ਸਿੰਘ ਸਰਨਾ) ਇਲਾਕੇ ਵਿੱਚ ਬਿਜਲੀ ਦੇ ਕੱਟਾਂ ਕਾਰਨ ਕਿਸਾਨਾਂ ਅਤੇ ਦੁਕਾਨਦਾਰਾਂ ਨੂੰ ਭਾਰੀ ਮੁਸ਼ਕਲਾਂ ਦਾ ਸਾਹਮਣਾ ਕਰਨਾ ਪੈ ਰਿਹਾ ਹੈ। ਲੋਕਾਂ ਨੇ ਰੋਸ ਪ੍ਰਦਰਸ਼ਨ ਕਰਕੇ ਸਰਕਾਰ ਵਿਰੁੱਧ ਨਾਅਰੇਬਾਜ਼ੀ ਕੀਤੀ। — [172, 2062, 566, 2109]
photo-medical-camp — [6, 1034, 377, 1189]
story4-body: ਜਗਰਾਉਂ (ਪ੍ਰਤਾਪ ਸਿੰਘ) ਹਰ ਸਾਲ ਦੀ ਤਰ੍ਹਾਂ ਐਤਕੀਂ ਵੀ ਵਿਸਾਖ ਦੀ ਮੱਸਿਆ ਦਾ ਪਵਿੱਤਰ ਦਿਹਾੜਾ ਗੁਰਦੁਆਰਾ ਦੁਖ ਨਿਵਾਰਨ ਸਰੋਵਰ ਵਿਖੇ ਬੜੀ ਸ਼ਰਧਾ ਨਾਲ ਮਨਾਇਆ ਗਿਆ। ਇਸ ਮੌਕੇ ਸ੍ਰੀ ਅਖੰਡ ਪਾਠ ਸਾਹਿਬ ਦੇ ਭੋਗ ਪਾਏ ਗਏ ਅਤੇ ਰਾਗੀ ਜਥਿਆਂ ਨੇ ਰਸਭਿੰਨਾ ਕੀਰਤਨ ਕਰਕੇ ਸੰਗਤਾਂ ਨੂੰ ਨਿਹਾਲ ਕੀਤਾ। ਗੁਰੂ ਕਾ ਲੰਗਰ ਅਤੁੱਟ ਵਰਤਾਇਆ ਗਿਆ। — [6, 1483, 377, 1548]
story1-headline: ਗੁਰਜੀਤ ਸਿੰਘ ਜੰਡੀ ਨੂੰ ਪੰਜਾਬ ਕਾਂਗਰਸ ਸੰਗਠਨ ਸਿਰਜਨ ਅਭਿਆਨ ਤਹਿਤ ਜ਼ਿਲ੍ਹਾ ਲੁਧਿਆਣਾ ਦਿਹਾਤੀ ਵਿੱਚ ਮੀਤ ਪ੍ਰਧਾਨ ਬਣਾਇਆ — [6, 77, 373, 136]
story-school-headline: ਸ੍ਰੀ ਗੁਰੂ ਹਰਕ੍ਰਿਸ਼ਨ ਸੀਨੀਅਰ ਸੈਕੰਡਰੀ ਪਬਲਿਕ ਸਕੂਲ ਵਿਖੇ ਵਿਸਾਖੀ ਅਤੇ ਇਨਾਮ ਵੰਡ ਸਮਾਰੋਹ ਮਨਾਇਆ — [1135, 1845, 1505, 1935]
divider — [391, 1409, 1124, 1411]
